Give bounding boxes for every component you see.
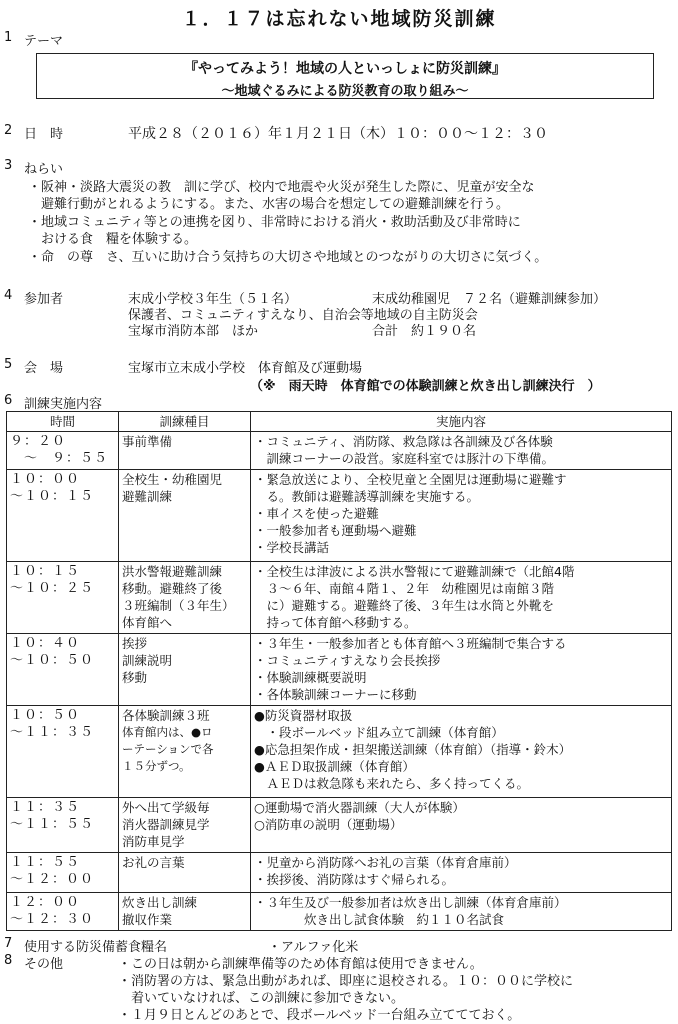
venue-value: 宝塚市立末成小学校 体育館及び運動場 (128, 361, 363, 376)
schedule-table (6, 411, 672, 931)
table-row (7, 798, 672, 853)
time-start: １２：００ (10, 895, 81, 910)
type-line: 外へ出て学級毎 (122, 800, 210, 815)
aim-line: 避難行動がとれるようにする。また、水害の場合を想定しての避難訓練を行う。 (28, 197, 510, 212)
content-line: ●防災資器材取扱 (254, 708, 353, 723)
participants-row: 保護者、コミュニティすえなり、自治会等地域の自主防災会 (128, 308, 478, 323)
table-row (7, 562, 672, 634)
aim-line: おける食 糧を体験する。 (28, 232, 198, 247)
type-line: 事前準備 (122, 434, 173, 449)
time-start: １０：００ (10, 472, 81, 487)
section-2-heading: 日 時 (24, 127, 64, 142)
content-line: ・児童から消防隊へお礼の言葉（体育倉庫前） (254, 855, 517, 870)
time-end: ～１２：３０ (10, 912, 95, 927)
content-line: ・緊急放送により、全校児童と全園児は運動場に避難す (254, 472, 567, 487)
content-line: ・コミュニティ、消防隊、救急隊は各訓練及び各体験 (254, 434, 553, 449)
participants-row: 末成幼稚園児 ７２名（避難訓練参加） (372, 292, 607, 307)
content-line: ・コミュニティすえなり会長挨拶 (254, 653, 441, 668)
type-line: 体育館へ (122, 615, 173, 630)
time-end: ～ ９：５５ (10, 451, 109, 466)
theme-box (36, 53, 654, 99)
time-start: １０：４０ (10, 636, 81, 651)
content-line: ●応急担架作成・担架搬送訓練（体育館）（指導・鈴木） (254, 742, 572, 757)
time-start: １０：１５ (10, 564, 81, 579)
participants-row: 末成小学校３年生（５１名） (128, 292, 298, 307)
header-content: 実施内容 (251, 412, 672, 432)
type-line: 体育館内は、●ロ (122, 725, 213, 739)
type-line: 消火器訓練見学 (122, 817, 210, 832)
type-line: 炊き出し訓練 (122, 895, 198, 910)
other-line: 着いていなければ、この訓練に参加できない。 (118, 991, 405, 1006)
time-end: ～１０：５０ (10, 653, 95, 668)
section-1-number: 1 (4, 30, 13, 45)
content-line: ・一般参加者も運動場へ避難 (254, 523, 417, 538)
content-line: ・段ボールベッド組み立て訓練（体育館） (254, 725, 504, 740)
date-value: 平成２８（２０１６）年１月２１日（木）１０：００～１２：３０ (128, 126, 548, 142)
venue-rain-note: （※ 雨天時 体育館での体験訓練と炊き出し訓練決行 ） (250, 379, 601, 394)
other-line: ・消防署の方は、緊急出動があれば、即座に退校される。１０：００に学校に (118, 974, 574, 989)
time-start: １０：５０ (10, 708, 81, 723)
section-1-heading: テーマ (24, 34, 64, 49)
content-line: ・学校長講話 (254, 540, 330, 555)
section-7-number: 7 (4, 936, 13, 951)
aim-line: ・命 の尊 さ、互いに助け合う気持ちの大切さや地域とのつながりの大切さに気づく。 (28, 250, 548, 265)
section-5-heading: 会 場 (24, 361, 64, 376)
time-end: ～１０：２５ (10, 581, 95, 596)
section-2-number: 2 (4, 123, 13, 138)
content-line: に）避難する。避難終了後、３年生は水筒と外靴を (254, 598, 555, 613)
content-line: ○消防車の説明（運動場） (254, 817, 403, 832)
section-4-heading: 参加者 (24, 292, 64, 307)
type-line: 撤収作業 (122, 912, 173, 927)
content-line: ・３年生及び一般参加者は炊き出し訓練（体育倉庫前） (254, 895, 567, 910)
section-3-number: 3 (4, 158, 13, 173)
content-line: ＡＥＤは救急隊も来れたら、多く持ってくる。 (254, 776, 530, 791)
section-8-heading: その他 (24, 957, 64, 972)
type-line: お礼の言葉 (122, 855, 185, 870)
page-title: １．１７は忘れない地域防災訓練 (181, 8, 497, 30)
section-8-number: 8 (4, 953, 13, 968)
table-row (7, 706, 672, 798)
table-row (7, 893, 672, 931)
section-7-heading: 使用する防災備蓄食糧名 (24, 940, 168, 955)
content-line: 持って体育館へ移動する。 (254, 615, 417, 630)
aim-line: ・地域コミュニティ等との連携を図り、非常時における消火・救助活動及び非常時に (28, 215, 521, 230)
section-6-heading: 訓練実施内容 (24, 397, 103, 412)
type-line: 移動 (122, 670, 148, 685)
content-line: る。教師は避難誘導訓練を実施する。 (254, 489, 480, 504)
type-line: ーテーションで各 (122, 742, 214, 756)
type-line: 移動。避難終了後 (122, 581, 223, 596)
type-line: １５分ずつ。 (122, 759, 191, 773)
table-row (7, 470, 672, 562)
type-line: 挨拶 (122, 636, 148, 651)
theme-line-1: 『やってみよう！地域の人といっしょに防災訓練』 (184, 61, 506, 77)
type-line: 訓練説明 (122, 653, 173, 668)
type-line: 全校生・幼稚園児 (122, 472, 223, 487)
content-line: ○運動場で消火器訓練（大人が体験） (254, 800, 465, 815)
time-end: ～１１：３５ (10, 725, 95, 740)
header-type: 訓練種目 (119, 412, 251, 432)
section-3-heading: ねらい (24, 162, 64, 177)
type-line: 洪水警報避難訓練 (122, 564, 223, 579)
content-line: ３～６年、南館４階１、２年 幼稚園児は南館３階 (254, 581, 555, 596)
table-row (7, 853, 672, 893)
time-end: ～１０：１５ (10, 489, 95, 504)
aim-line: ・阪神・淡路大震災の教 訓に学び、校内で地震や火災が発生した際に、児童が安全な (28, 180, 535, 195)
content-line: ●ＡＥＤ取扱訓練（体育館） (254, 759, 415, 774)
type-line: ３班編制（３年生） (122, 598, 235, 613)
time-end: ～１１：５５ (10, 817, 95, 832)
time-start: ９：２０ (10, 434, 67, 449)
content-line: 炊き出し試食体験 約１１０名試食 (254, 912, 505, 927)
content-line: ・３年生・一般参加者とも体育館へ３班編制で集合する (254, 636, 567, 651)
content-line: ・挨拶後、消防隊はすぐ帰られる。 (254, 872, 455, 887)
stockpile-food-value: ・アルファ化米 (268, 940, 359, 955)
time-start: １１：３５ (10, 800, 81, 815)
type-line: 各体験訓練３班 (122, 708, 210, 723)
content-line: ・全校生は津波による洪水警報にて避難訓練で（北館4階 (254, 564, 575, 579)
time-start: １１：５５ (10, 855, 81, 870)
header-time: 時間 (7, 412, 119, 432)
other-line: ・この日は朝から訓練準備等のため体育館は使用できません。 (118, 957, 483, 972)
content-line: ・車イスを使った避難 (254, 506, 379, 521)
content-line: ・体験訓練概要説明 (254, 670, 367, 685)
participants-row: 宝塚市消防本部 ほか (128, 324, 259, 339)
table-row (7, 634, 672, 706)
type-line: 消防車見学 (122, 834, 185, 849)
participants-total: 合計 約１９０名 (372, 324, 477, 339)
table-header-row (7, 412, 672, 432)
time-end: ～１２：００ (10, 872, 95, 887)
content-line: 訓練コーナーの設営。家庭科室では豚汁の下準備。 (254, 451, 555, 466)
content-line: ・各体験訓練コーナーに移動 (254, 687, 417, 702)
section-4-number: 4 (4, 288, 13, 303)
section-5-number: 5 (4, 357, 13, 372)
other-line: ・１月９日とんどのあとで、段ボールベッド一台組み立ててておく。 (118, 1008, 521, 1023)
theme-line-2: ～地域ぐるみによる防災教育の取り組み～ (221, 84, 469, 99)
section-6-number: 6 (4, 393, 13, 408)
type-line: 避難訓練 (122, 489, 173, 504)
table-row (7, 432, 672, 470)
